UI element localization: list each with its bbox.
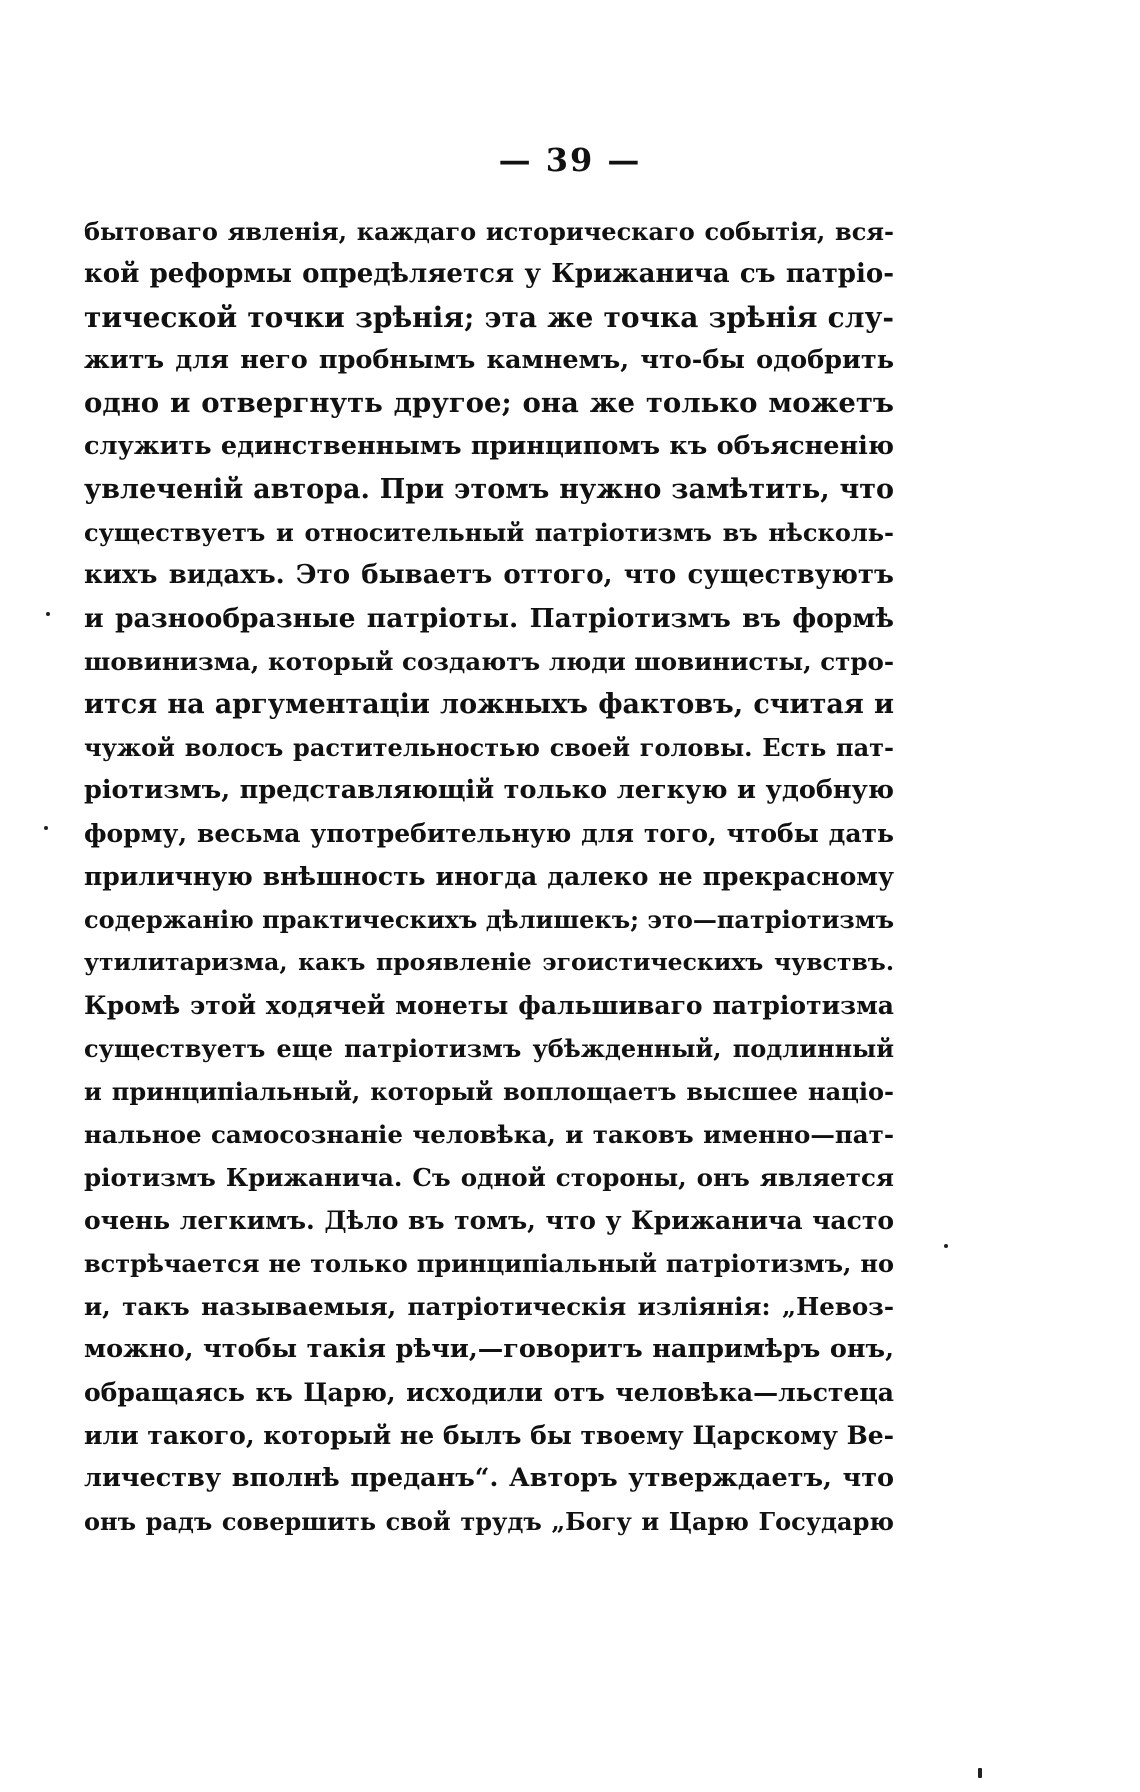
text-line: утилитаризма, какъ проявленіе эгоистическихъ чувствъ.: [84, 948, 894, 976]
text-line: кой реформы опредѣляется у Крижанича съ патріо-: [84, 259, 894, 289]
text-line: увлеченій автора. При этомъ нужно замѣтить, что: [84, 474, 894, 505]
text-line: форму, весьма употребительную для того, чтобы дать: [84, 819, 894, 848]
text-line: Кромѣ этой ходячей монеты фальшиваго патріотизма: [84, 991, 894, 1020]
text-line: встрѣчается не только принципіальный патріотизмъ, но: [84, 1249, 894, 1278]
text-line: существуетъ и относительный патріотизмъ въ нѣсколь-: [84, 518, 894, 547]
text-line: чужой волосъ растительностью своей головы. Есть пат-: [84, 733, 894, 762]
text-line: личеству вполнѣ преданъ“. Авторъ утверждаетъ, что: [84, 1463, 894, 1493]
scan-speck: [944, 1244, 948, 1248]
text-line: существуетъ еще патріотизмъ убѣжденный, подлинный: [84, 1034, 894, 1063]
scan-speck: [46, 612, 50, 616]
text-line: и разнообразные патріоты. Патріотизмъ въ формѣ: [84, 603, 894, 634]
text-line: житъ для него пробнымъ камнемъ, что-бы одобрить: [84, 345, 894, 375]
text-line: одно и отвергнуть другое; она же только можетъ: [84, 387, 894, 419]
text-line: или такого, который не былъ бы твоему Царскому Ве-: [84, 1421, 894, 1450]
text-line: и, такъ называемыя, патріотическія изліянія: „Невоз-: [84, 1292, 894, 1321]
page-number: — 39 —: [498, 141, 642, 179]
text-line: шовинизма, который создаютъ люди шовинисты, стро-: [84, 647, 894, 676]
text-line: тической точки зрѣнія; эта же точка зрѣнія слу-: [84, 301, 894, 334]
body-text: [84, 210, 894, 1543]
scan-speck: [978, 1768, 982, 1778]
text-line: кихъ видахъ. Это бываетъ оттого, что существуютъ: [84, 560, 894, 590]
text-line: бытоваго явленія, каждаго историческаго событія, вся-: [84, 217, 894, 246]
text-line: онъ радъ совершить свой трудъ „Богу и Царю Государю: [84, 1507, 894, 1536]
text-line: ріотизмъ, представляющій только легкую и удобную: [84, 775, 894, 805]
text-line: нальное самосознаніе человѣка, и таковъ именно—пат-: [84, 1120, 894, 1149]
text-line: ріотизмъ Крижанича. Съ одной стороны, онъ является: [84, 1163, 894, 1192]
text-line: приличную внѣшность иногда далеко не прекрасному: [84, 862, 894, 891]
text-line: обращаясь къ Царю, исходили отъ человѣка—льстеца: [84, 1378, 894, 1407]
text-line: служить единственнымъ принципомъ къ объясненію: [84, 431, 894, 461]
text-line: ится на аргументаціи ложныхъ фактовъ, считая и: [84, 689, 894, 720]
text-line: содержанію практическихъ дѣлишекъ; это—патріотизмъ: [84, 905, 894, 934]
text-line: можно, чтобы такія рѣчи,—говоритъ напримѣръ онъ,: [84, 1334, 894, 1364]
scan-speck: [44, 826, 48, 830]
text-line: и принципіальный, который воплощаетъ высшее націо-: [84, 1077, 894, 1106]
text-line: очень легкимъ. Дѣло въ томъ, что у Крижанича часто: [84, 1206, 894, 1235]
